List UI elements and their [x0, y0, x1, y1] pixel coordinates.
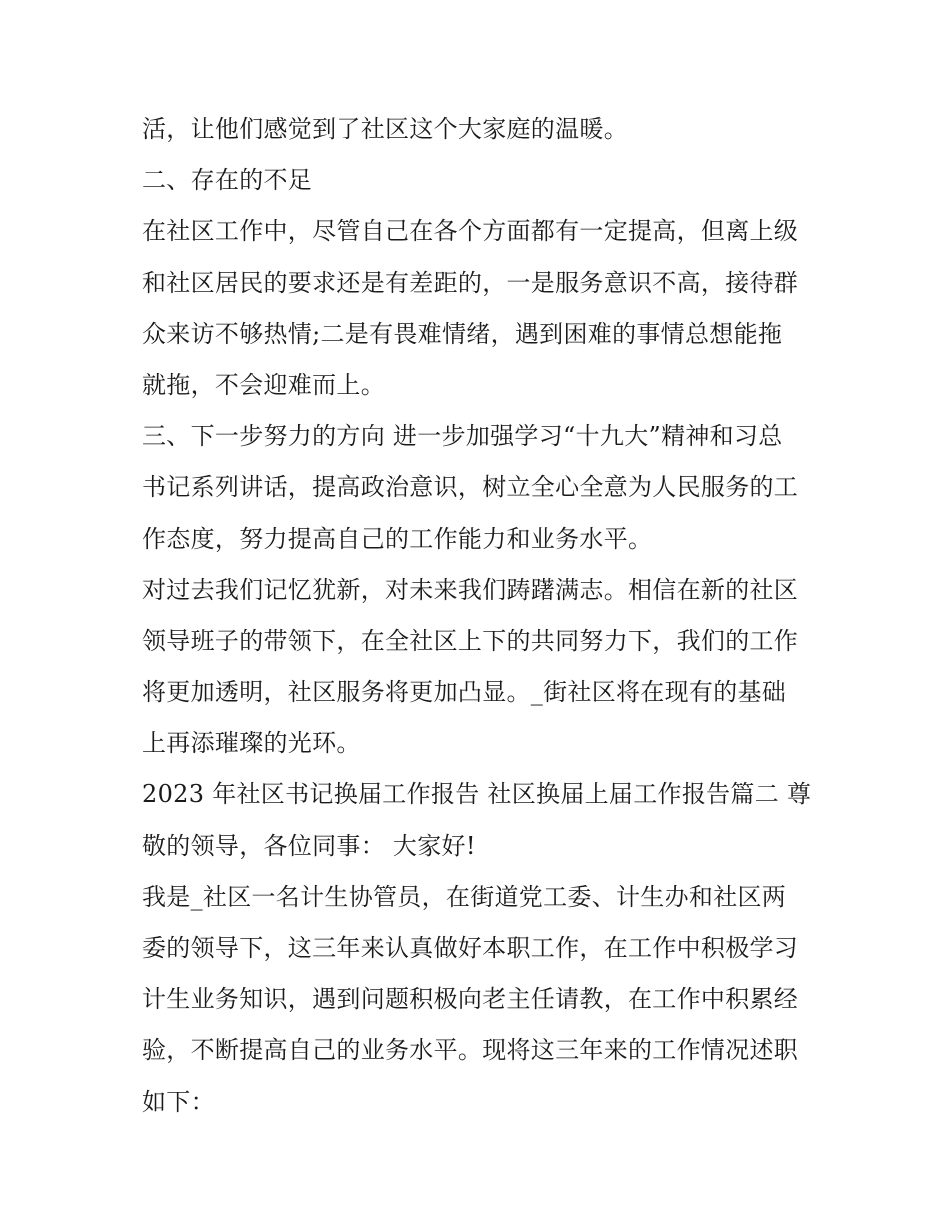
text-line: 领导班子的带领下，在全社区上下的共同努力下，我们的工作 — [142, 626, 799, 655]
text-line: 将更加透明，社区服务将更加凸显。_街社区将在现有的基础 — [142, 678, 787, 707]
text-line: 和社区居民的要求还是有差距的，一是服务意识不高，接待群 — [142, 268, 799, 297]
text-line: 委的领导下，这三年来认真做好本职工作，在工作中积极学习 — [142, 934, 799, 962]
text-line: 就拖，不会迎难而上。 — [142, 370, 385, 399]
section-heading: 二、存在的不足 — [142, 166, 313, 195]
text-line: 作态度，努力提高自己的工作能力和业务水平。 — [142, 524, 653, 553]
text-line: 敬的领导，各位同事： 大家好! — [142, 831, 476, 860]
document-body — [142, 104, 822, 1128]
text-line: 验，不断提高自己的业务水平。现将这三年来的工作情况述职 — [142, 1036, 799, 1065]
text-line: 上再添璀璨的光环。 — [142, 729, 361, 758]
report-title-line: 2023 年社区书记换届工作报告 社区换届上届工作报告篇二 尊 — [142, 780, 812, 809]
text-line: 对过去我们记忆犹新，对未来我们踌躇满志。相信在新的社区 — [142, 575, 799, 604]
text-line: 众来访不够热情;二是有畏难情绪，遇到困难的事情总想能拖 — [142, 319, 783, 348]
text-line: 书记系列讲话，提高政治意识，树立全心全意为人民服务的工 — [142, 473, 799, 502]
text-line: 如下： — [142, 1087, 215, 1116]
text-line: 我是_社区一名计生协管员，在街道党工委、计生办和社区两 — [142, 882, 787, 911]
text-line: 计生业务知识，遇到问题积极向老主任请教，在工作中积累经 — [142, 985, 799, 1014]
section-heading: 三、下一步努力的方向 进一步加强学习“十九大”精神和习总 — [142, 422, 783, 451]
text-line: 活，让他们感觉到了社区这个大家庭的温暖。 — [142, 115, 628, 143]
text-line: 在社区工作中，尽管自己在各个方面都有一定提高，但离上级 — [142, 217, 799, 246]
